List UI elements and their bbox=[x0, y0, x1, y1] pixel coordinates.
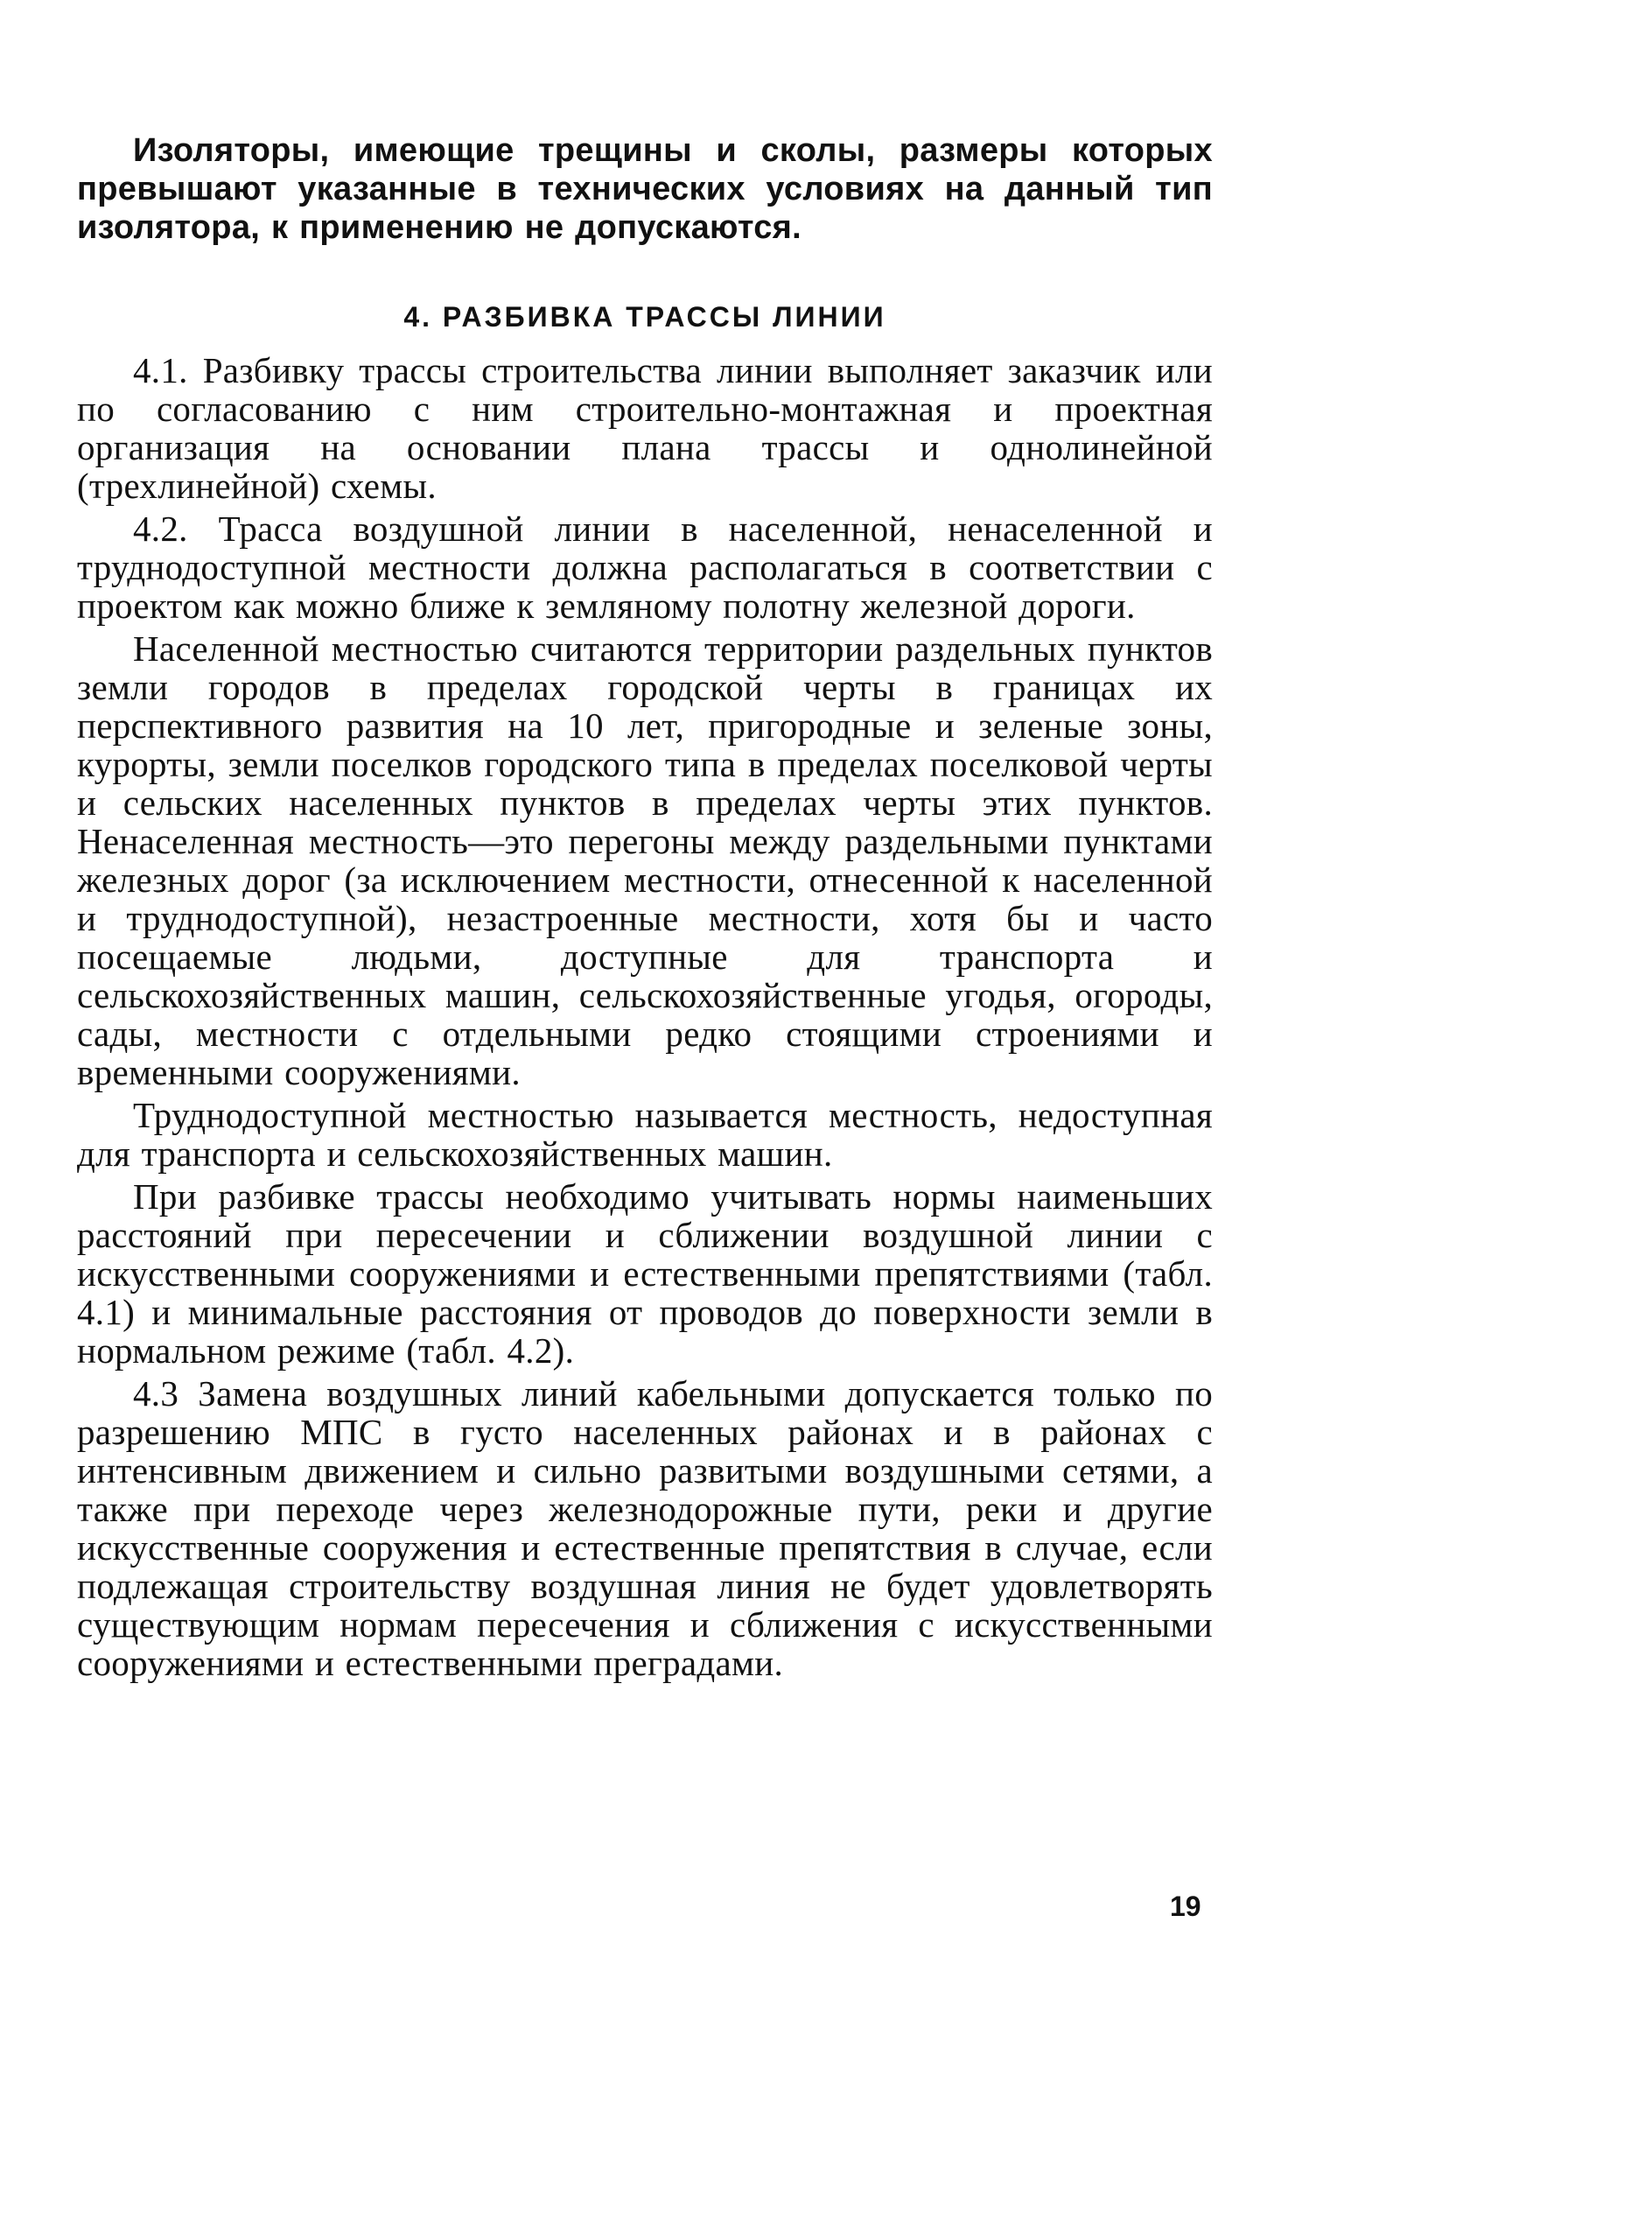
document-page bbox=[77, 131, 1213, 1682]
paragraph-inaccessible-area: Труднодоступной местностью называется местность, недоступная для транспорта и сельскохозяйственных машин. bbox=[77, 1095, 1213, 1174]
paragraph-4-3: 4.3 Замена воздушных линий кабельными допускается только по разрешению МПС в густо населенных районах и в районах с интенсивным движением и сильно развитыми воздушными сетями, а также при переходе через железнодорожные пути, реки и другие искусственные сооружения и естественные препятствия в случае, если подлежащая строительству воздушная линия не будет удовлетворять существующим нормам пересечения и сближения с искусственными сооружениями и естественными преградами. bbox=[77, 1373, 1213, 1683]
paragraph-populated-area: Населенной местностью считаются территории раздельных пунктов земли городов в пределах городской черты в границах их перспективного развития на 10 лет, пригородные и зеленые зоны, курорты, земли поселков городского типа в пределах поселковой черты и сельских населенных пунктов в пределах черты этих пунктов. Ненаселенная местность—это перегоны между раздельными пунктами железных дорог (за исключением местности, отнесенной к населенной и труднодоступной), незастроенные местности, хотя бы и часто посещаемые людьми, доступные для транспорта и сельскохозяйственных машин, сельскохозяйственные угодья, огороды, сады, местности с отдельными редко стоящими строениями и временными сооружениями. bbox=[77, 628, 1213, 1092]
paragraph-4-2: 4.2. Трасса воздушной линии в населенной, ненаселенной и труднодоступной местности должна располагаться в соответствии с проектом как можно ближе к земляному полотну железной дороги. bbox=[77, 509, 1213, 626]
paragraph-4-1: 4.1. Разбивку трассы строительства линии выполняет заказчик или по согласованию с ним строительно-монтажная и проектная организация на основании плана трассы и однолинейной (трехлинейной) схемы. bbox=[77, 350, 1213, 506]
page-number: 19 bbox=[1170, 1891, 1201, 1922]
intro-paragraph: Изоляторы, имеющие трещины и сколы, размеры которых превышают указанные в технических условиях на данный тип изолятора, к применению не допускаются. bbox=[77, 132, 1213, 246]
section-heading: 4. РАЗБИВКА ТРАССЫ ЛИНИИ bbox=[403, 301, 886, 333]
paragraph-route-norms: При разбивке трассы необходимо учитывать нормы наименьших расстояний при пересечении и сближении воздушной линии с искусственными сооружениями и естественными препятствиями (табл. 4.1) и минимальные расстояния от проводов до поверхности земли в нормальном режиме (табл. 4.2). bbox=[77, 1176, 1213, 1371]
